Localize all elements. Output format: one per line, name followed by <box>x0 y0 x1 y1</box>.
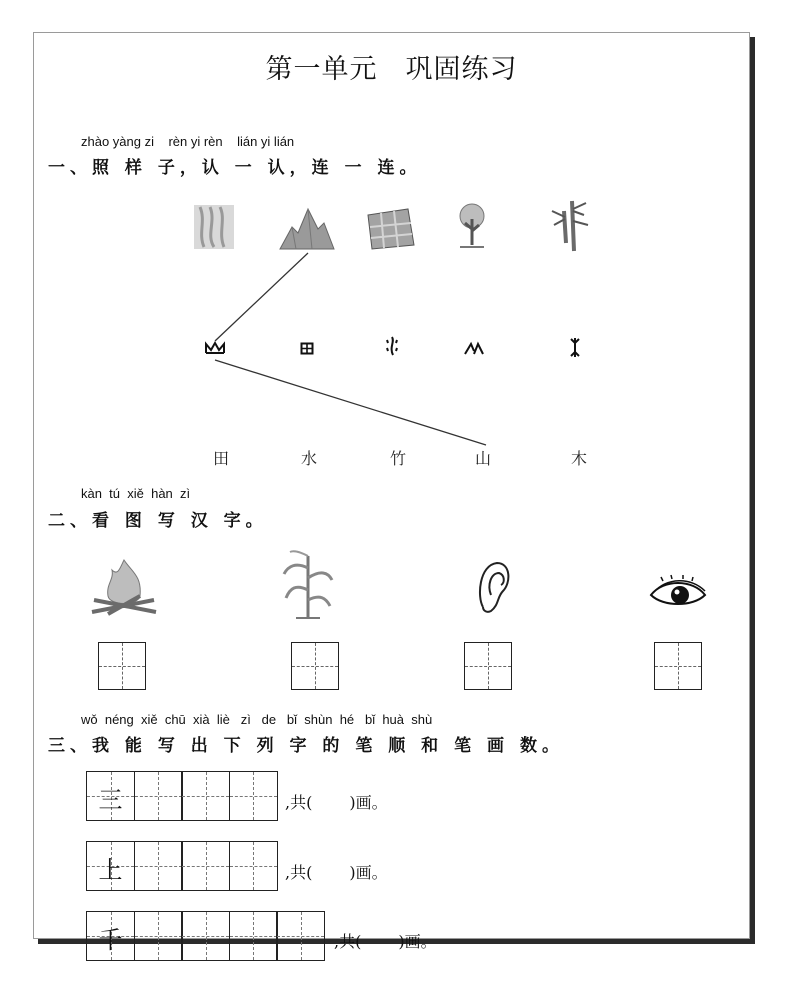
stroke-count-blank[interactable]: ,共( )画。 <box>285 793 388 812</box>
eye-answer-grid[interactable] <box>654 642 702 690</box>
section3-heading: 三、我 能 写 出 下 列 字 的 笔 顺 和 笔 画 数。 <box>48 736 564 756</box>
section1-pinyin: zhào yàng zi rèn yi rèn lián yi lián <box>81 134 295 149</box>
example-connection-lines <box>34 33 749 473</box>
fire-picture <box>88 556 160 618</box>
section2-pinyin: kàn tú xiě hàn zì <box>81 486 191 501</box>
section2-heading: 二、看 图 写 汉 字。 <box>48 511 268 531</box>
stroke-cell[interactable] <box>181 911 230 961</box>
stroke-cell[interactable] <box>181 771 230 821</box>
example-char: 千 <box>98 926 123 954</box>
character-zhu: 竹 <box>390 449 407 468</box>
seedling-answer-grid[interactable] <box>291 642 339 690</box>
stroke-cell[interactable] <box>181 841 230 891</box>
worksheet-page <box>33 32 750 954</box>
fire-answer-grid[interactable] <box>98 642 146 690</box>
stroke-cell[interactable] <box>134 911 183 961</box>
example-char-cell <box>86 771 135 821</box>
stroke-cell[interactable] <box>229 771 278 821</box>
page-title: 第一单元 巩固练习 <box>265 54 518 85</box>
section1-heading: 一、照 样 子，认 一 认，连 一 连。 <box>48 158 422 178</box>
example-char-cell <box>86 841 135 891</box>
stroke-order-row <box>86 911 324 961</box>
character-tian: 田 <box>213 449 230 468</box>
character-mu: 木 <box>571 449 588 468</box>
ear-picture <box>473 557 513 617</box>
stroke-order-row <box>86 771 276 821</box>
stroke-cell[interactable] <box>134 841 183 891</box>
example-char: 三 <box>98 786 123 814</box>
stroke-count-blank[interactable]: ,共( )画。 <box>285 863 388 882</box>
stroke-order-row <box>86 841 276 891</box>
example-char: 上 <box>98 856 123 884</box>
stroke-cell[interactable] <box>134 771 183 821</box>
character-shui: 水 <box>301 449 318 468</box>
stroke-cell[interactable] <box>229 841 278 891</box>
seedling-picture <box>280 548 336 620</box>
line-mountain-picture-to-glyph <box>215 253 308 341</box>
stroke-count-blank[interactable]: ,共( )画。 <box>334 932 437 951</box>
ear-answer-grid[interactable] <box>464 642 512 690</box>
section3-pinyin: wǒ néng xiě chū xià liè zì de bǐ shùn hé bǐ huà shù <box>81 712 433 727</box>
stroke-cell[interactable] <box>229 911 278 961</box>
example-char-cell <box>86 911 135 961</box>
eye-picture <box>647 573 709 613</box>
line-glyph-to-character <box>215 360 486 445</box>
character-shan: 山 <box>475 449 492 468</box>
stroke-cell[interactable] <box>276 911 325 961</box>
